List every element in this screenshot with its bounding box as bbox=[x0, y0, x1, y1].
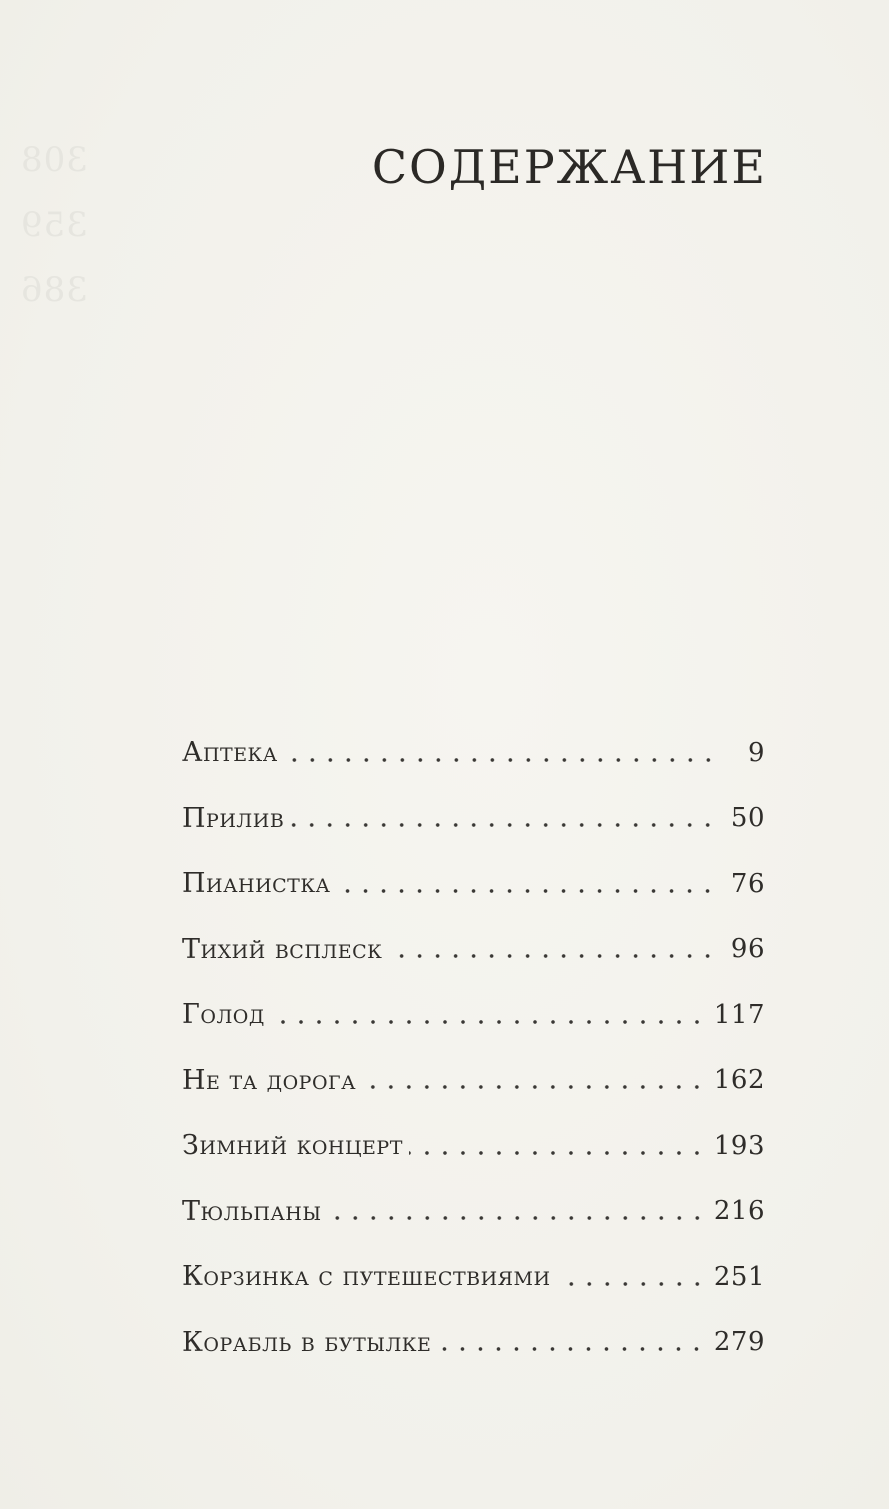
show-through-number: 308 bbox=[20, 140, 88, 180]
toc-entry-page: 96 bbox=[730, 934, 765, 965]
toc-entry-title: Аптека bbox=[182, 737, 278, 769]
toc-entry[interactable] bbox=[182, 1048, 765, 1114]
toc-entry[interactable] bbox=[182, 720, 765, 786]
toc-entry[interactable] bbox=[182, 1244, 765, 1310]
toc-entry-page: 9 bbox=[747, 737, 765, 768]
show-through-number: 359 bbox=[20, 205, 88, 245]
toc-entry-page: 50 bbox=[730, 803, 765, 834]
toc-entry[interactable] bbox=[182, 1113, 765, 1179]
toc-entry[interactable] bbox=[182, 851, 765, 917]
toc-entry-title: Зимний концерт bbox=[182, 1130, 403, 1162]
toc-entry-title: Тихий всплеск bbox=[182, 933, 383, 965]
dot-leader bbox=[290, 819, 717, 831]
toc-entry-page: 117 bbox=[713, 999, 765, 1030]
toc-entry-page: 162 bbox=[713, 1065, 765, 1096]
toc-entry[interactable] bbox=[182, 786, 765, 852]
dot-leader bbox=[284, 754, 717, 766]
toc-entry-title: Корабль в бутылке bbox=[182, 1326, 432, 1358]
toc-entry-page: 216 bbox=[713, 1196, 765, 1227]
dot-leader bbox=[437, 1343, 705, 1355]
toc-entry-title: Тюльпаны bbox=[182, 1195, 322, 1227]
toc-entry-title: Прилив bbox=[182, 802, 285, 834]
toc-entry[interactable] bbox=[182, 1179, 765, 1245]
table-of-contents bbox=[182, 720, 765, 1375]
toc-entry[interactable] bbox=[182, 1310, 765, 1376]
toc-entry[interactable] bbox=[182, 917, 765, 983]
dot-leader bbox=[362, 1081, 706, 1093]
show-through-number: 386 bbox=[20, 270, 88, 310]
toc-entry-title: Корзинка с путешествиями bbox=[182, 1261, 551, 1293]
dot-leader bbox=[409, 1147, 706, 1159]
toc-entry-page: 193 bbox=[713, 1130, 765, 1161]
toc-entry-title: Не та дорога bbox=[182, 1064, 356, 1096]
dot-leader bbox=[271, 1016, 706, 1028]
show-through-text bbox=[0, 0, 88, 1509]
toc-entry-page: 76 bbox=[730, 868, 765, 899]
dot-leader bbox=[336, 885, 717, 897]
toc-entry[interactable] bbox=[182, 982, 765, 1048]
toc-entry-page: 279 bbox=[713, 1327, 765, 1358]
page-title: СОДЕРЖАНИЕ bbox=[371, 140, 767, 194]
toc-entry-title: Голод bbox=[182, 999, 265, 1031]
dot-leader bbox=[388, 950, 717, 962]
dot-leader bbox=[328, 1212, 706, 1224]
dot-leader bbox=[557, 1278, 706, 1290]
toc-entry-title: Пианистка bbox=[182, 868, 331, 900]
toc-entry-page: 251 bbox=[713, 1261, 765, 1292]
